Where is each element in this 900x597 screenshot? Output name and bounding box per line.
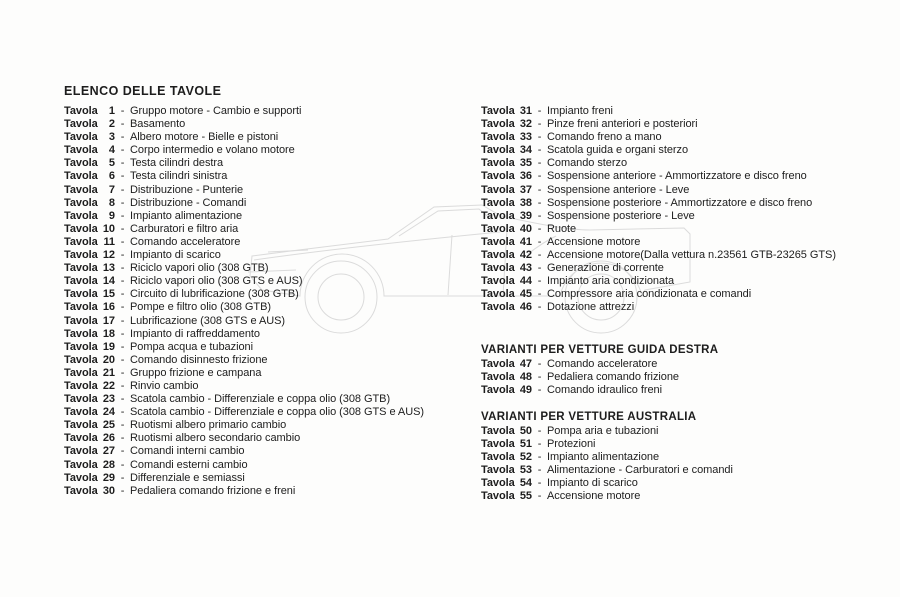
- tavola-row-label: Tavola: [481, 275, 515, 288]
- tavola-row-description: Comandi esterni cambio: [130, 458, 248, 471]
- tavola-row-separator: -: [537, 357, 542, 370]
- tavola-row-separator: -: [537, 437, 542, 450]
- tavola-row-separator: -: [120, 170, 125, 183]
- tavola-row: [64, 275, 476, 288]
- tavola-row: [481, 490, 899, 503]
- tavola-row-separator: -: [120, 353, 125, 366]
- tavola-row: [64, 236, 476, 249]
- tavola-row-separator: -: [120, 209, 125, 222]
- tavola-row-description: Sospensione posteriore - Leve: [547, 209, 695, 222]
- tavola-row-description: Gruppo frizione e campana: [130, 366, 262, 379]
- tavola-row-description: Circuito di lubrificazione (308 GTB): [130, 288, 299, 301]
- page-title: ELENCO DELLE TAVOLE: [64, 84, 222, 98]
- tavola-row-description: Testa cilindri sinistra: [130, 170, 228, 183]
- tavola-row-label: Tavola: [64, 183, 98, 196]
- tavola-row-separator: -: [120, 301, 125, 314]
- tavola-row-description: Pompa acqua e tubazioni: [130, 340, 253, 353]
- tavola-row-number: 17: [102, 314, 115, 327]
- tavola-row-description: Pinze freni anteriori e posteriori: [547, 118, 698, 131]
- tavola-row: [481, 131, 899, 144]
- tavola-row-number: 1: [108, 105, 115, 117]
- tavola-row-separator: -: [537, 144, 542, 157]
- tavola-row: [64, 393, 476, 406]
- tavola-row-number: 27: [102, 445, 115, 458]
- tavola-row-number: 48: [519, 370, 532, 383]
- tavola-row-number: 49: [519, 383, 532, 396]
- tavola-row: [64, 249, 476, 262]
- section-guida-destra: [481, 344, 899, 397]
- tavola-row-separator: -: [120, 445, 125, 458]
- tavola-row: [481, 144, 899, 157]
- tavola-row-separator: -: [120, 419, 125, 432]
- tavola-row-separator: -: [537, 383, 542, 396]
- tavola-row-label: Tavola: [64, 235, 98, 248]
- tavola-row-description: Impianto di scarico: [130, 249, 221, 262]
- tavola-row-label: Tavola: [64, 262, 98, 275]
- tavola-row-number: 15: [102, 288, 115, 301]
- tavola-row: [481, 371, 899, 384]
- tavole-list-right: [481, 105, 899, 503]
- tavola-row-number: 47: [519, 357, 532, 370]
- tavola-row-label: Tavola: [481, 170, 515, 183]
- tavola-row-label: Tavola: [64, 353, 98, 366]
- tavola-row-separator: -: [537, 450, 542, 463]
- tavola-row-separator: -: [537, 490, 542, 503]
- tavola-row-label: Tavola: [481, 196, 515, 209]
- tavola-row-description: Comando acceleratore: [547, 357, 658, 370]
- tavola-row-separator: -: [120, 131, 125, 144]
- tavola-row-number: 34: [519, 144, 532, 157]
- tavola-row: [64, 170, 476, 183]
- tavola-row-label: Tavola: [481, 222, 515, 235]
- tavola-row: [481, 358, 899, 371]
- tavola-row-label: Tavola: [481, 262, 515, 275]
- tavola-row: [64, 445, 476, 458]
- tavola-row-label: Tavola: [481, 301, 515, 314]
- tavola-row-separator: -: [120, 105, 125, 117]
- tavola-row-label: Tavola: [481, 105, 515, 117]
- tavola-row-number: 54: [519, 477, 532, 490]
- tavola-row-label: Tavola: [64, 170, 98, 183]
- tavola-row-number: 9: [108, 209, 115, 222]
- tavola-row-description: Pedaliera comando frizione e freni: [130, 484, 296, 497]
- tavola-row-description: Comando idraulico freni: [547, 383, 663, 396]
- tavola-row-number: 13: [102, 262, 115, 275]
- tavola-row-separator: -: [120, 484, 125, 497]
- tavola-row-number: 53: [519, 464, 532, 477]
- tavola-row-description: Accensione motore(Dalla vettura n.23561 GTB-23265 GTS): [547, 249, 836, 262]
- tavola-row-description: Scatola cambio - Differenziale e coppa olio (308 GTS e AUS): [130, 406, 424, 419]
- tavola-row-label: Tavola: [64, 314, 98, 327]
- tavola-row-description: Comando sterzo: [547, 157, 628, 170]
- tavola-row-number: 21: [102, 366, 115, 379]
- tavola-row-number: 51: [519, 437, 532, 450]
- tavola-row-number: 43: [519, 262, 532, 275]
- tavola-row-separator: -: [120, 118, 125, 131]
- tavola-row-separator: -: [120, 406, 125, 419]
- tavola-row-description: Protezioni: [547, 437, 596, 450]
- tavola-row-separator: -: [537, 209, 542, 222]
- tavola-row-label: Tavola: [64, 157, 98, 170]
- tavola-row-description: Distribuzione - Punterie: [130, 183, 244, 196]
- tavola-row-separator: -: [537, 464, 542, 477]
- tavola-row-label: Tavola: [481, 357, 515, 370]
- tavola-row-description: Albero motore - Bielle e pistoni: [130, 131, 279, 144]
- tavola-row-label: Tavola: [64, 406, 98, 419]
- tavola-row-number: 22: [102, 379, 115, 392]
- tavole-rows-main: [481, 105, 899, 315]
- tavola-row-description: Pompe e filtro olio (308 GTB): [130, 301, 271, 314]
- tavola-row-number: 26: [102, 432, 115, 445]
- tavola-row: [481, 118, 899, 131]
- tavola-row-label: Tavola: [64, 144, 98, 157]
- tavola-row-separator: -: [120, 157, 125, 170]
- tavola-row: [481, 236, 899, 249]
- tavola-row-number: 28: [102, 458, 115, 471]
- tavola-row-description: Basamento: [130, 118, 186, 131]
- tavola-row-description: Accensione motore: [547, 235, 641, 248]
- tavola-row: [64, 485, 476, 498]
- tavola-row-separator: -: [120, 288, 125, 301]
- tavola-row: [481, 157, 899, 170]
- tavola-row-description: Impianto di raffreddamento: [130, 327, 260, 340]
- tavola-row-label: Tavola: [64, 393, 98, 406]
- tavola-row-number: 4: [108, 144, 115, 157]
- tavola-row: [481, 451, 899, 464]
- tavola-row-number: 36: [519, 170, 532, 183]
- tavola-row-separator: -: [537, 235, 542, 248]
- tavola-row: [481, 249, 899, 262]
- tavola-row: [64, 472, 476, 485]
- tavola-row-label: Tavola: [481, 437, 515, 450]
- tavola-row-number: 2: [108, 118, 115, 131]
- tavola-row-description: Impianto alimentazione: [547, 450, 660, 463]
- tavola-row-label: Tavola: [64, 471, 98, 484]
- tavola-row-number: 12: [102, 249, 115, 262]
- tavola-row-separator: -: [120, 471, 125, 484]
- tavola-row-separator: -: [537, 288, 542, 301]
- tavola-row: [64, 380, 476, 393]
- tavola-row-description: Sospensione anteriore - Leve: [547, 183, 690, 196]
- tavola-row-description: Impianto aria condizionata: [547, 275, 675, 288]
- tavola-row: [481, 262, 899, 275]
- tavola-row-number: 45: [519, 288, 532, 301]
- tavola-row-description: Comandi interni cambio: [130, 445, 245, 458]
- tavola-row-description: Impianto alimentazione: [130, 209, 243, 222]
- tavola-row-description: Riciclo vapori olio (308 GTB): [130, 262, 269, 275]
- tavola-row-label: Tavola: [64, 432, 98, 445]
- tavola-row: [64, 197, 476, 210]
- tavola-row: [481, 438, 899, 451]
- tavola-row-number: 30: [102, 484, 115, 497]
- tavola-row: [481, 384, 899, 397]
- tavola-row-separator: -: [120, 314, 125, 327]
- tavola-row-label: Tavola: [64, 209, 98, 222]
- tavola-row: [64, 105, 476, 118]
- tavola-row-description: Pedaliera comando frizione: [547, 370, 680, 383]
- tavola-row-description: Impianto di scarico: [547, 477, 638, 490]
- tavola-row-label: Tavola: [64, 340, 98, 353]
- tavola-row-number: 25: [102, 419, 115, 432]
- tavola-row-label: Tavola: [64, 379, 98, 392]
- tavola-row-description: Impianto freni: [547, 105, 613, 117]
- tavola-row-label: Tavola: [64, 327, 98, 340]
- tavola-row: [481, 464, 899, 477]
- tavola-row-description: Compressore aria condizionata e comandi: [547, 288, 752, 301]
- tavola-row-label: Tavola: [481, 477, 515, 490]
- tavola-row-label: Tavola: [64, 118, 98, 131]
- tavola-row-number: 23: [102, 393, 115, 406]
- tavola-row-number: 10: [102, 222, 115, 235]
- tavola-row-label: Tavola: [64, 288, 98, 301]
- tavola-row-label: Tavola: [481, 209, 515, 222]
- tavola-row-number: 31: [519, 105, 532, 117]
- tavola-row-description: Gruppo motore - Cambio e supporti: [130, 105, 302, 117]
- tavola-row-description: Generazione di corrente: [547, 262, 664, 275]
- section-australia: [481, 411, 899, 504]
- tavola-row-description: Accensione motore: [547, 490, 641, 503]
- tavola-row-number: 52: [519, 450, 532, 463]
- tavola-row-description: Comando disinnesto frizione: [130, 353, 268, 366]
- tavola-row: [64, 144, 476, 157]
- tavola-row-separator: -: [120, 327, 125, 340]
- tavola-row-number: 39: [519, 209, 532, 222]
- tavola-row-number: 19: [102, 340, 115, 353]
- tavola-row-label: Tavola: [481, 370, 515, 383]
- tavola-row-description: Dotazione attrezzi: [547, 301, 635, 314]
- tavola-row-separator: -: [120, 379, 125, 392]
- tavola-row-description: Alimentazione - Carburatori e comandi: [547, 464, 733, 477]
- tavola-row-description: Lubrificazione (308 GTS e AUS): [130, 314, 286, 327]
- tavola-row: [481, 105, 899, 118]
- tavola-row-label: Tavola: [481, 118, 515, 131]
- tavola-row-label: Tavola: [64, 222, 98, 235]
- tavola-row-number: 16: [102, 301, 115, 314]
- tavola-row-label: Tavola: [481, 288, 515, 301]
- tavola-row-separator: -: [120, 222, 125, 235]
- tavola-row: [481, 425, 899, 438]
- tavola-row: [481, 223, 899, 236]
- tavola-row-number: 41: [519, 235, 532, 248]
- tavola-row: [481, 288, 899, 301]
- tavola-row-description: Sospensione anteriore - Ammortizzatore e disco freno: [547, 170, 807, 183]
- tavola-row-description: Rinvio cambio: [130, 379, 199, 392]
- tavola-row-number: 46: [519, 301, 532, 314]
- tavola-row-description: Differenziale e semiassi: [130, 471, 245, 484]
- tavola-row-label: Tavola: [64, 249, 98, 262]
- tavola-row-separator: -: [120, 393, 125, 406]
- tavola-row-separator: -: [537, 275, 542, 288]
- tavola-row-label: Tavola: [64, 301, 98, 314]
- tavola-row-description: Sospensione posteriore - Ammortizzatore e disco freno: [547, 196, 813, 209]
- tavola-row-label: Tavola: [481, 249, 515, 262]
- tavola-row-separator: -: [537, 370, 542, 383]
- tavola-row-label: Tavola: [64, 105, 98, 117]
- tavola-row-label: Tavola: [481, 424, 515, 437]
- tavola-row-separator: -: [120, 196, 125, 209]
- tavola-row: [64, 223, 476, 236]
- tavola-row-number: 37: [519, 183, 532, 196]
- tavola-row: [481, 197, 899, 210]
- tavola-row-label: Tavola: [481, 490, 515, 503]
- tavola-row: [64, 419, 476, 432]
- tavola-row-description: Testa cilindri destra: [130, 157, 224, 170]
- tavola-row-separator: -: [537, 183, 542, 196]
- tavola-row-label: Tavola: [64, 275, 98, 288]
- tavola-row: [64, 341, 476, 354]
- tavola-row-number: 6: [108, 170, 115, 183]
- tavola-row-number: 38: [519, 196, 532, 209]
- tavola-row-label: Tavola: [64, 484, 98, 497]
- tavola-row: [64, 459, 476, 472]
- tavola-row: [64, 328, 476, 341]
- tavola-row-number: 20: [102, 353, 115, 366]
- tavola-row-number: 40: [519, 222, 532, 235]
- tavola-row-description: Comando acceleratore: [130, 235, 241, 248]
- tavola-row: [64, 315, 476, 328]
- tavola-row-label: Tavola: [64, 419, 98, 432]
- tavola-row-description: Ruote: [547, 222, 577, 235]
- tavola-row-label: Tavola: [64, 458, 98, 471]
- tavola-row-separator: -: [537, 249, 542, 262]
- tavola-row: [481, 210, 899, 223]
- tavola-row-separator: -: [537, 196, 542, 209]
- tavola-row-number: 32: [519, 118, 532, 131]
- tavola-row-number: 42: [519, 249, 532, 262]
- tavola-row-number: 44: [519, 275, 532, 288]
- tavola-row-description: Ruotismi albero secondario cambio: [130, 432, 301, 445]
- tavola-row-description: Scatola guida e organi sterzo: [547, 144, 689, 157]
- tavola-row-description: Ruotismi albero primario cambio: [130, 419, 287, 432]
- tavola-row-separator: -: [537, 301, 542, 314]
- tavola-row-number: 29: [102, 471, 115, 484]
- tavola-row-label: Tavola: [481, 383, 515, 396]
- tavola-row: [64, 157, 476, 170]
- tavola-row-label: Tavola: [481, 464, 515, 477]
- tavola-row-description: Riciclo vapori olio (308 GTS e AUS): [130, 275, 303, 288]
- tavola-row-number: 18: [102, 327, 115, 340]
- tavola-row-separator: -: [120, 183, 125, 196]
- tavola-row-separator: -: [537, 105, 542, 117]
- tavola-row-separator: -: [537, 477, 542, 490]
- tavola-row: [481, 275, 899, 288]
- tavola-row-separator: -: [537, 118, 542, 131]
- tavola-row-separator: -: [120, 144, 125, 157]
- tavola-row-description: Corpo intermedio e volano motore: [130, 144, 295, 157]
- tavola-row-label: Tavola: [64, 131, 98, 144]
- tavola-row-separator: -: [537, 170, 542, 183]
- tavola-row-label: Tavola: [481, 450, 515, 463]
- tavola-row-number: 50: [519, 424, 532, 437]
- tavola-row-separator: -: [120, 235, 125, 248]
- tavola-row-number: 35: [519, 157, 532, 170]
- tavole-list-left: [64, 105, 476, 498]
- tavola-row-description: Distribuzione - Comandi: [130, 196, 247, 209]
- tavola-row-number: 24: [102, 406, 115, 419]
- tavola-row-separator: -: [537, 262, 542, 275]
- tavola-row: [64, 367, 476, 380]
- tavole-rows-guida-destra: [481, 358, 899, 397]
- tavola-row-number: 5: [108, 157, 115, 170]
- tavola-row-separator: -: [120, 458, 125, 471]
- tavola-row-separator: -: [120, 262, 125, 275]
- tavola-row-label: Tavola: [481, 144, 515, 157]
- tavola-row-number: 11: [103, 235, 115, 248]
- tavola-row-separator: -: [120, 432, 125, 445]
- tavola-row-number: 3: [108, 131, 115, 144]
- tavola-row-separator: -: [120, 366, 125, 379]
- tavola-row-number: 14: [102, 275, 115, 288]
- tavola-row: [481, 301, 899, 314]
- tavola-row-number: 7: [108, 183, 115, 196]
- tavola-row: [64, 406, 476, 419]
- tavola-row-description: Scatola cambio - Differenziale e coppa olio (308 GTB): [130, 393, 391, 406]
- tavola-row-label: Tavola: [64, 196, 98, 209]
- tavola-row-number: 8: [108, 196, 115, 209]
- tavola-row-separator: -: [537, 157, 542, 170]
- section-header-guida-destra: VARIANTI PER VETTURE GUIDA DESTRA: [481, 343, 719, 356]
- tavola-row: [481, 184, 899, 197]
- tavola-row-description: Pompa aria e tubazioni: [547, 424, 659, 437]
- tavola-row-description: Comando freno a mano: [547, 131, 662, 144]
- tavola-row: [64, 301, 476, 314]
- tavola-row-description: Carburatori e filtro aria: [130, 222, 239, 235]
- tavola-row-label: Tavola: [481, 131, 515, 144]
- tavola-row: [64, 354, 476, 367]
- tavola-row-number: 55: [519, 490, 532, 503]
- tavola-row: [64, 184, 476, 197]
- tavola-row-separator: -: [537, 424, 542, 437]
- tavole-rows-left: [64, 105, 476, 498]
- tavola-row: [64, 210, 476, 223]
- tavole-rows-australia: [481, 425, 899, 504]
- section-header-australia: VARIANTI PER VETTURE AUSTRALIA: [481, 410, 697, 423]
- tavola-row: [64, 262, 476, 275]
- tavola-row-label: Tavola: [481, 235, 515, 248]
- tavola-row-label: Tavola: [64, 366, 98, 379]
- tavola-row-separator: -: [537, 131, 542, 144]
- tavola-row-separator: -: [120, 249, 125, 262]
- tavola-row-label: Tavola: [64, 445, 98, 458]
- tavola-row-label: Tavola: [481, 183, 515, 196]
- tavola-row-number: 33: [519, 131, 532, 144]
- tavola-row: [481, 477, 899, 490]
- tavola-row: [64, 118, 476, 131]
- tavola-row: [64, 432, 476, 445]
- tavola-row: [64, 131, 476, 144]
- tavola-row-label: Tavola: [481, 157, 515, 170]
- tavola-row-separator: -: [537, 222, 542, 235]
- tavola-row-separator: -: [120, 340, 125, 353]
- tavola-row: [64, 288, 476, 301]
- tavola-row: [481, 170, 899, 183]
- tavola-row-separator: -: [120, 275, 125, 288]
